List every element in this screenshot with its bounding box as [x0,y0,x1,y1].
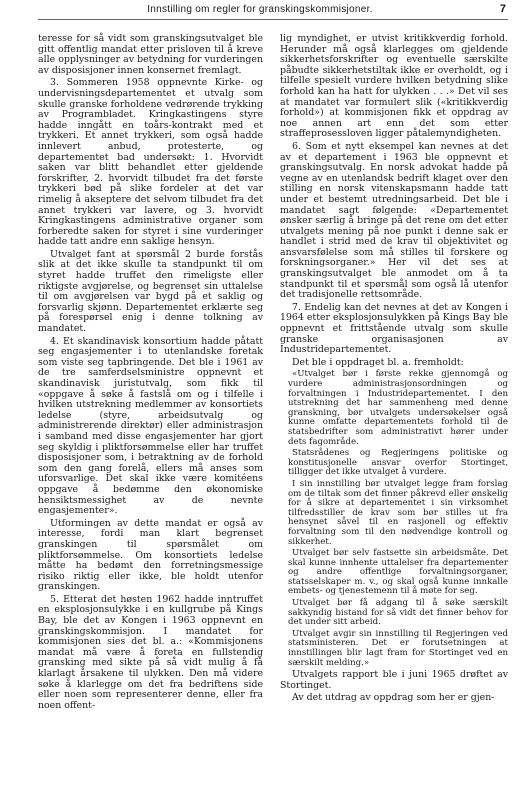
paragraph: Utvalget fant at spørsmål 2 burde forstås slik at det ikke skulle ta standpunkt til om styret hadde truffet den rimeligste eller riktigste avgjørelse, og begrenset sin uttalelse til om avgjørelsen var bygd på et saklig og forsvarlig skjønn. Departementet erklærte seg på forespørsel enig i denne tolkning av mandatet. [38,248,263,335]
paragraph: 7. Endelig kan det nevnes at det av Kongen i 1964 etter eksplosjonsulykken på Kings Bay ble oppnevnt et frittstående utvalg som skulle granske organisasjonen av Industridepartementet. [280,301,508,356]
header-rule [38,19,508,20]
running-title: Innstilling om regler for granskingskommisjoner. [147,4,373,15]
paragraph: 3. Sommeren 1958 oppnevnte Kirke- og undervisningsdepartementet et utvalg som skulle granske forholdene vedrørende trykking av Programbladet. Kringkastingens styre hadde inngått en toårs-kontrakt med et trykkeri. Et annet trykkeri, som også hadde innlevert anbud, protesterte, og departementet bad undersøkt: 1. Hvorvidt saken var blitt behandlet etter gjeldende forskrifter, 2. hvorvidt tilbudet fra det første trykkeri bød på slike fordeler at det var rimelig å akseptere det selvom tilbudet fra det annet trykkeri var lavere, og 3. hvorvidt Kringkastingens administrative organer som forberedte saken for styret i sine vurderinger hadde tatt andre enn saklige hensyn. [38,77,263,248]
paragraph: 4. Et skandinavisk konsortium hadde påtatt seg engasjementer i to utenlandske foretak som viste seg tapbringende. Det ble i 1961 av de tre samferdselsministre oppnevnt et skandinavisk juristutvalg, som fikk til «oppgave å søke å fastslå om og i tilfelle i hvilken utstrekning medlemmer av konsortiets ledelse (styre, arbeidsutvalg og administrerende direktør) eller administrasjon i samband med disse engasjementer har gjort seg skyldig i pliktforsømmelse eller har truffet disposisjoner som, i betraktning av de forhold som den gang forelå, ellers må anses som uforsvarlige. Det skal ikke være komitéens oppgave å bedømme den økonomiske hensiktsmessighet av de nevnte engasjementer». [38,335,263,517]
paragraph: Av det utdrag av oppdrag som her er gjen- [292,692,495,704]
quote-paragraph: I sin innstilling bør utvalget legge fram forslag om de tiltak som det finner påkrevd eller ønskelig for å sikre at departementet i sin virksomhet tilfredsstiller de krav som bør stilles ut fra hensynet såvel til en rasjonell og effektiv forvaltning som til den nødvendige kontroll og sikkerhet. [288,478,508,547]
paragraph: 6. Som et nytt eksempel kan nevnes at det av et departement i 1963 ble oppnevnt et granskingsutvalg. En norsk advokat hadde på vegne av en utenlandsk bedrift klaget over den stilling en norsk vitenskapsmann hadde tatt under et bestemt utredningsarbeid. Det ble i mandatet sagt følgende: «Departementet ønsker særlig å bringe på det rene om det etter utvalgets mening på noe punkt i denne sak er handlet i strid med de krav til objektivitet og ansvarsfølelse som må stilles til forskere og forskningsorganer.» Her vil det ses at granskingsutvalget ble anmodet om å ta standpunkt til et spørsmål som også lå utenfor det tradisjonelle rettsområde. [280,140,508,301]
paragraph: teresse for så vidt som granskingsutvalget ble gitt offentlig mandat etter prisloven til å kreve alle opplysninger av betydning for vurderingen av disposisjoner innen konsernet fremlagt. [38,33,263,76]
paragraph: 5. Etterat det høsten 1962 hadde inntruffet en eksplosjonsulykke i en kullgrube på Kings Bay, ble det av Kongen i 1963 oppnevnt en granskingskommisjon. I mandatet for kommisjonen sies det bl. a.: «Kommisjonens mandat må være å foreta en fullstendig gransking med sikte på så vidt mulig å få klarlagt årsakene til ulykken. Den må videre søke å klarlegge om det fra bedriftens side eller noen som representerer denne, eller fra noen offent- [38,593,263,711]
paragraph: lig myndighet, er utvist kritikkverdig forhold. Herunder må også klarlegges om gjeldende sikkerhetsforskrifter og eventuelle særskilte påbudte sikkerhetstiltak ikke er overholdt, og i tilfelle spesielt vurdere hvilken betydning slike forhold kan ha hatt for ulykken . . .» Det vil ses at mandatet var formulert slik («kritikkverdig forhold») at kommisjonen fikk et oppdrag av noe annen art enn det som etter straffeprosessloven ligger påtalemyndigheten. [280,33,508,140]
quote-paragraph: Utvalget bør selv fastsette sin arbeidsmåte. Det skal kunne innhente uttalelser fra departementer og andre offentlige forvaltningsorganer, statsselskaper m. v., og skal også kunne innkalle embets- og tjenestemenn til å møte for seg. [288,548,508,597]
quote-paragraph: Statsrådenes og Regjeringens politiske og konstitusjonelle ansvar overfor Stortinget, tilligger det ikke utvalget å vurdere. [288,448,508,478]
paragraph: Det ble i oppdraget bl. a. fremholdt: [292,356,464,368]
left-column [38,34,263,713]
page-number: 7 [499,3,506,15]
quote-paragraph: «Utvalget bør i første rekke gjennomgå og vurdere administrasjonsordningen og forvaltningen i Industridepartementet. I den utstrekning det har sammenheng med denne granskning, bør utvalgets undersøkelser også kunne omfatte departementets forhold til de statsbedrifter som administrativt hører under dets fagområde. [288,369,508,447]
right-column [280,34,508,706]
quote-paragraph: Utvalget bør få adgang til å søke særskilt sakkyndig bistand for så vidt det finner behov for det under sitt arbeid. [288,598,508,628]
paragraph: Utvalgets rapport ble i juni 1965 drøftet av Stortinget. [280,669,508,691]
paragraph: Utformingen av dette mandat er også av interesse, fordi man klart begrenset granskingen til spørsmålet om pliktforsømmelse. Om konsortiets ledelse måtte ha bedømt den forretningsmessige risiko riktig eller ikke, ble holdt utenfor granskingen. [38,517,263,593]
quote-paragraph: Utvalget avgir sin innstilling til Regjeringen ved statsministeren. Det er forutsetningen at innstillingen blir lagt fram for Stortinget ved en særskilt melding.» [288,628,508,668]
